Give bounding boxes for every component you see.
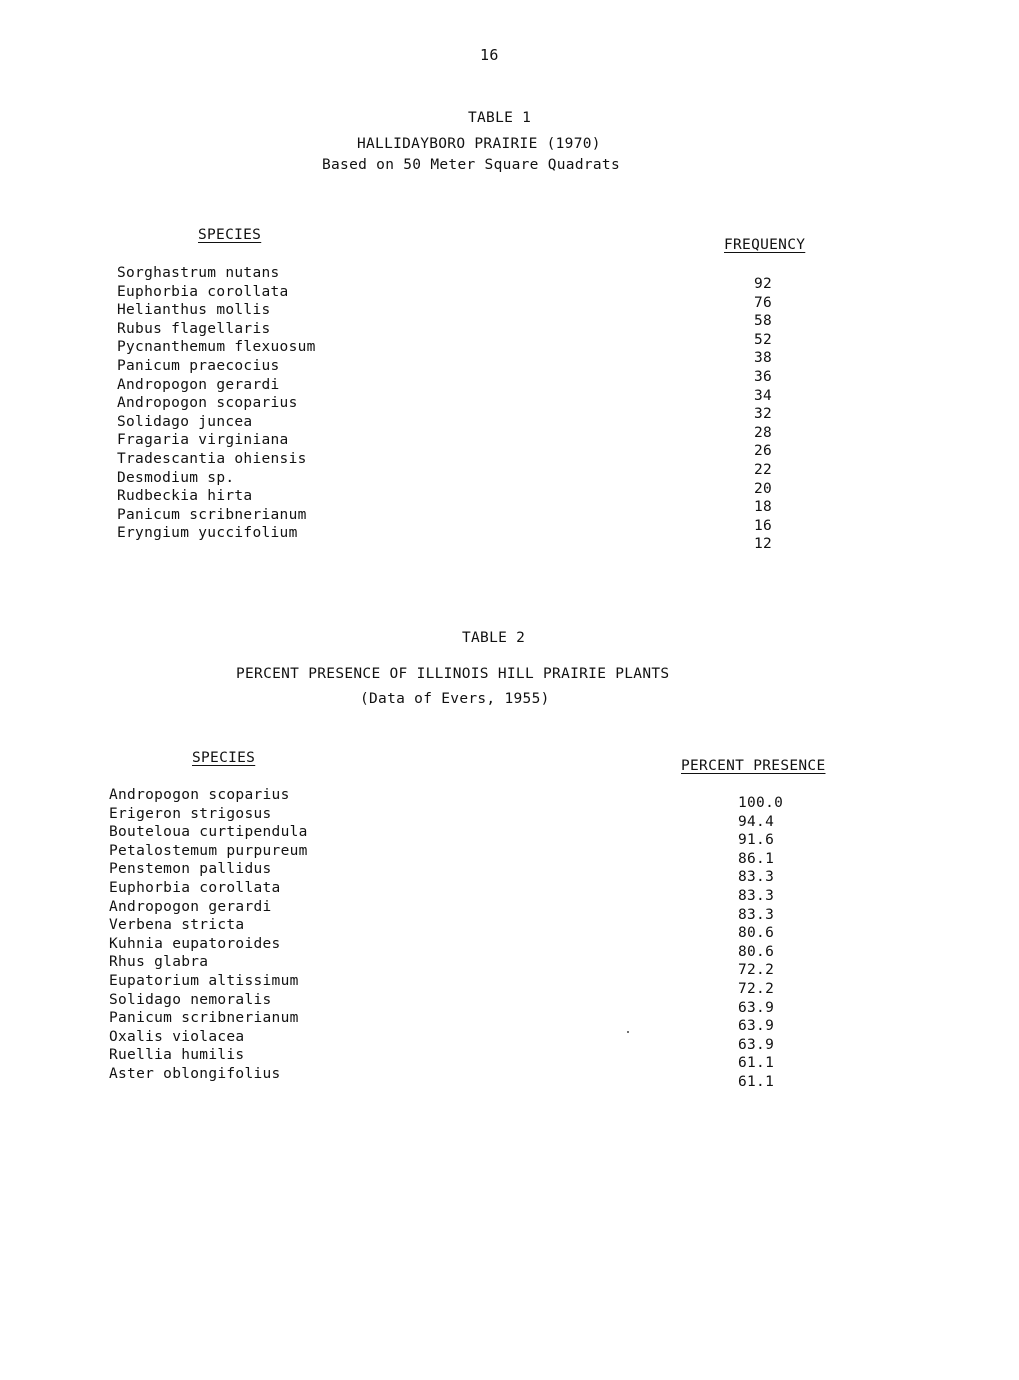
table2-percent-cell: 100.0 (738, 795, 784, 811)
table1-species-cell: Helianthus mollis (117, 302, 271, 319)
table1-frequency-column (754, 275, 772, 554)
table2-percent-cell: 61.1 (738, 1055, 775, 1072)
table2-species-cell: Petalostemum purpureum (109, 842, 308, 859)
table2-species-cell: Aster oblongifolius (109, 1065, 281, 1082)
table2-species-cell: Andropogon scoparius (109, 787, 290, 803)
table2-percent-cell: 63.9 (738, 999, 775, 1016)
table2-percent-cell: 94.4 (738, 813, 775, 830)
table2-label: TABLE 2 (462, 630, 526, 646)
page-number: 16 (480, 46, 499, 64)
table2-percent-cell: 91.6 (738, 832, 775, 849)
table1-frequency-cell: 20 (754, 480, 773, 497)
table2-percent-cell: 83.3 (738, 906, 775, 923)
table2-title: PERCENT PRESENCE OF ILLINOIS HILL PRAIRIE PLANTS (236, 666, 670, 682)
table1-frequency-cell: 52 (754, 331, 773, 348)
table1-species-cell: Fragaria virginiana (117, 432, 289, 449)
table2-percent-cell: 72.2 (738, 962, 775, 979)
table1-species-cell: Eryngium yuccifolium (117, 525, 298, 542)
table1-frequency-header: FREQUENCY (724, 237, 806, 253)
table1-species-cell: Rubus flagellaris (117, 320, 271, 337)
table1-frequency-cell: 38 (754, 350, 773, 367)
table2-species-cell: Euphorbia corollata (109, 879, 281, 896)
table1-frequency-cell: 36 (754, 368, 773, 385)
table2-species-cell: Bouteloua curtipendula (109, 824, 308, 841)
table2-species-cell: Erigeron strigosus (109, 805, 272, 822)
table2-species-cell: Ruellia humilis (109, 1047, 245, 1064)
table1-frequency-cell: 58 (754, 313, 773, 330)
table2-percent-cell: 83.3 (738, 887, 775, 904)
table1-frequency-cell: 34 (754, 387, 773, 404)
table1-species-cell: Euphorbia corollata (117, 283, 289, 300)
scan-speck (627, 1031, 629, 1033)
table2-percent-cell: 72.2 (738, 980, 775, 997)
table1-species-cell: Solidago juncea (117, 413, 253, 430)
table2-species-cell: Andropogon gerardi (109, 898, 272, 915)
table2-species-cell: Verbena stricta (109, 917, 245, 934)
table2-species-cell: Kuhnia eupatoroides (109, 935, 281, 952)
table1-frequency-cell: 28 (754, 424, 773, 441)
table1-frequency-cell: 22 (754, 461, 773, 478)
table1-species-cell: Andropogon gerardi (117, 376, 280, 393)
table1-species-cell: Rudbeckia hirta (117, 488, 253, 505)
table1-frequency-cell: 32 (754, 406, 773, 423)
table2-species-cell: Rhus glabra (109, 954, 209, 971)
table1-species-column (117, 264, 316, 543)
table1-species-cell: Andropogon scoparius (117, 395, 298, 412)
table2-percent-cell: 61.1 (738, 1073, 775, 1090)
table1-species-cell: Desmodium sp. (117, 469, 235, 486)
table1-frequency-cell: 76 (754, 294, 773, 311)
table2-percent-header: PERCENT PRESENCE (681, 758, 826, 774)
table1-label: TABLE 1 (468, 110, 532, 126)
table2-percent-cell: 83.3 (738, 869, 775, 886)
table2-species-cell: Eupatorium altissimum (109, 972, 299, 989)
table1-title: HALLIDAYBORO PRAIRIE (1970) (357, 136, 601, 152)
table2-percent-cell: 63.9 (738, 1018, 775, 1035)
table2-species-cell: Oxalis violacea (109, 1028, 245, 1045)
table1-frequency-cell: 16 (754, 517, 773, 534)
table2-subtitle: (Data of Evers, 1955) (360, 691, 550, 707)
table1-frequency-cell: 26 (754, 443, 773, 460)
table1-species-cell: Panicum praecocius (117, 357, 280, 374)
table1-subtitle: Based on 50 Meter Square Quadrats (322, 157, 620, 173)
table2-species-column (109, 786, 308, 1084)
table2-percent-cell: 86.1 (738, 850, 775, 867)
table2-species-cell: Penstemon pallidus (109, 861, 272, 878)
table1-species-cell: Tradescantia ohiensis (117, 450, 307, 467)
table1-species-header: SPECIES (198, 227, 262, 243)
table2-species-header: SPECIES (192, 750, 256, 766)
table2-percent-column (738, 794, 783, 1092)
table2-percent-cell: 63.9 (738, 1036, 775, 1053)
table1-species-cell: Sorghastrum nutans (117, 265, 280, 281)
table1-frequency-cell: 12 (754, 536, 773, 553)
table1-frequency-cell: 92 (754, 276, 773, 292)
table1-species-cell: Pycnanthemum flexuosum (117, 339, 316, 356)
table1-species-cell: Panicum scribnerianum (117, 506, 307, 523)
table2-species-cell: Solidago nemoralis (109, 991, 272, 1008)
table2-percent-cell: 80.6 (738, 925, 775, 942)
table2-species-cell: Panicum scribnerianum (109, 1010, 299, 1027)
table1-frequency-cell: 18 (754, 499, 773, 516)
table2-percent-cell: 80.6 (738, 943, 775, 960)
